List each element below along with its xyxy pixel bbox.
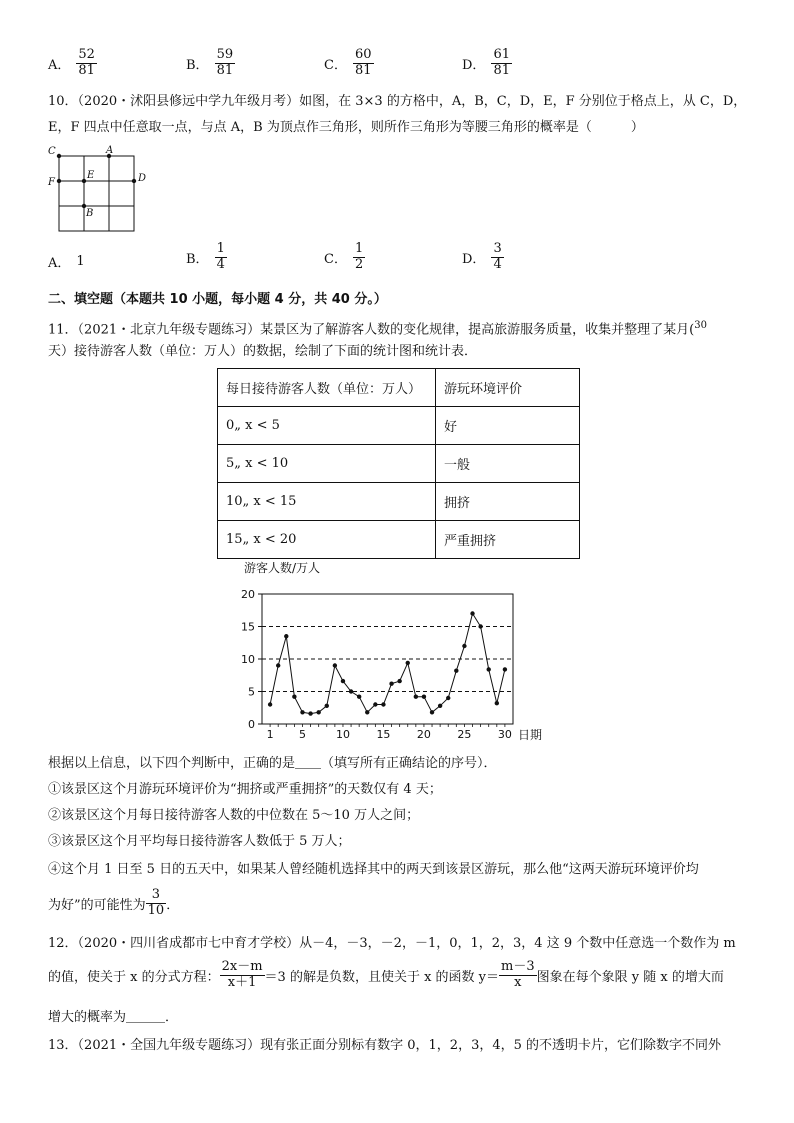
data-point xyxy=(349,689,353,693)
q11-text-line2: 天）接待游客人数（单位：万人）的数据，绘制了下面的统计图和统计表． xyxy=(48,344,478,359)
fraction: $\frac{1}{2}$ xyxy=(354,241,364,272)
data-point xyxy=(357,695,361,699)
q10-option-a: A． 1 xyxy=(48,254,85,271)
data-point xyxy=(308,711,312,715)
point-c xyxy=(57,154,61,158)
q10-option-d: D． $\frac{3}{4}$ xyxy=(462,241,502,272)
table-cell: 10„ x < 15 xyxy=(218,483,436,521)
x-tick-label: 10 xyxy=(335,728,350,741)
fraction: $\frac{m-3}{x}$ xyxy=(501,959,535,990)
point-d xyxy=(132,179,136,183)
y-tick-label: 15 xyxy=(241,620,255,634)
data-point xyxy=(462,644,466,648)
label-f: F xyxy=(48,177,55,188)
table-cell: 5„ x < 10 xyxy=(218,445,436,483)
fraction: $\frac{60}{81}$ xyxy=(354,47,372,78)
data-point xyxy=(503,667,507,671)
table-header-row xyxy=(218,369,580,407)
table-row xyxy=(218,483,580,521)
point-e xyxy=(82,179,86,183)
data-point xyxy=(373,702,377,706)
table-cell: 一般 xyxy=(436,445,580,483)
data-point xyxy=(325,704,329,708)
x-tick-label: 15 xyxy=(376,728,391,741)
data-point xyxy=(381,702,385,706)
fraction: $\frac{52}{81}$ xyxy=(78,47,95,78)
q10-option-c: C． $\frac{1}{2}$ xyxy=(324,241,364,272)
data-point xyxy=(341,679,345,683)
data-point xyxy=(422,695,426,699)
evaluation-table xyxy=(217,368,580,559)
q10-text-line2: E，F 四点中任意取一点，与点 A，B 为顶点作三角形，则所作三角形为等腰三角形的概率是（ ） xyxy=(48,120,644,135)
fraction: $\frac{3}{10}$ xyxy=(147,887,165,918)
section-2-title: 二、填空题（本题共 10 小题，每小题 4 分，共 40 分。） xyxy=(48,292,387,307)
q12-text-line1: 12．（2020・四川省成都市七中育才学校）从－4，－3，－2，－1，0，1，2，3，4 这 9 个数中任意选一个数作为 m xyxy=(48,936,736,951)
table-row xyxy=(218,407,580,445)
data-point xyxy=(454,669,458,673)
label-e: E xyxy=(87,170,95,181)
table-cell: 15„ x < 20 xyxy=(218,521,436,559)
grid-outline xyxy=(59,156,134,231)
data-point xyxy=(268,702,272,706)
q9-option-c: C． $\frac{60}{81}$ xyxy=(324,47,372,78)
data-point xyxy=(446,696,450,700)
table-cell: 好 xyxy=(436,407,580,445)
table-header-cell: 每日接待游客人数（单位：万人） xyxy=(218,369,436,407)
q10-grid-figure xyxy=(44,142,150,236)
fraction: $\frac{1}{4}$ xyxy=(216,241,225,272)
table-header-cell: 游玩环境评价 xyxy=(436,369,580,407)
visitor-line-chart xyxy=(230,560,560,745)
x-axis-label: 日期 xyxy=(518,728,543,742)
data-point xyxy=(397,679,401,683)
x-tick-label: 30 xyxy=(497,728,512,741)
data-point xyxy=(389,682,393,686)
data-point xyxy=(300,710,304,714)
q13-text-line1: 13．（2021・全国九年级专题练习）现有张正面分别标有数字 0，1，2，3，4，5 的不透明卡片，它们除数字不同外 xyxy=(48,1038,722,1053)
q11-question-line: 根据以上信息，以下四个判断中，正确的是＿＿（填写所有正确结论的序号）． xyxy=(48,756,497,771)
q10-text-line1: 10．（2020・沭阳县修远中学九年级月考）如图，在 3×3 的方格中，A，B，C，D，E，F 分别位于格点上，从 C，D， xyxy=(48,94,747,109)
data-point xyxy=(430,710,434,714)
table-row xyxy=(218,445,580,483)
series-line xyxy=(270,614,505,714)
table-cell: 拥挤 xyxy=(436,483,580,521)
label-d: D xyxy=(138,173,147,184)
q11-statement-4: ④这个月 1 日至 5 日的五天中，如果某人曾经随机选择其中的两天到该景区游玩，那么他“这两天游玩环境评价均 xyxy=(48,862,699,877)
q9-option-b: B． $\frac{59}{81}$ xyxy=(186,47,234,78)
data-point xyxy=(276,663,280,667)
data-point xyxy=(284,634,288,638)
y-tick-label: 20 xyxy=(241,588,255,601)
y-tick-label: 5 xyxy=(248,685,255,699)
x-tick-label: 20 xyxy=(416,728,431,741)
q12-text-line3: 增大的概率为＿＿＿． xyxy=(48,1010,179,1025)
data-point xyxy=(414,695,418,699)
y-tick-label: 0 xyxy=(248,718,255,731)
q11-statement-4-cont: 为好”的可能性为 $\frac{3}{10}$ ． xyxy=(48,887,180,918)
q10-option-b: B． $\frac{1}{4}$ xyxy=(186,241,225,272)
q12-text-line2: 的值，使关于 x 的分式方程： $\frac{2x-m}{x+1}$ ＝3 的解是负数，且使关于 x 的函数 y＝ $\frac{m-3}{x}$ 图象在每个象限 y 随 x 的增大而 xyxy=(48,959,724,990)
data-point xyxy=(487,667,491,671)
q11-statement-1: ①该景区这个月游玩环境评价为“拥挤或严重拥挤”的天数仅有 4 天； xyxy=(48,782,442,797)
q9-option-d: D． $\frac{61}{81}$ xyxy=(462,47,510,78)
data-point xyxy=(495,701,499,705)
x-tick-label: 5 xyxy=(298,728,306,741)
label-b: B xyxy=(86,208,94,219)
label-c: C xyxy=(48,146,56,157)
data-point xyxy=(292,695,296,699)
x-tick-label: 25 xyxy=(457,728,472,741)
fraction: $\frac{3}{4}$ xyxy=(493,241,502,272)
q11-statement-3: ③该景区这个月平均每日接待游客人数低于 5 万人； xyxy=(48,834,351,849)
data-point xyxy=(478,624,482,628)
data-point xyxy=(333,663,337,667)
table-cell: 0„ x < 5 xyxy=(218,407,436,445)
q11-statement-2: ②该景区这个月每日接待游客人数的中位数在 5～10 万人之间； xyxy=(48,808,420,823)
q9-option-a: A． $\frac{52}{81}$ xyxy=(48,47,95,78)
x-tick-label: 1 xyxy=(266,728,274,741)
y-axis-label: 游客人数/万人 xyxy=(244,561,321,575)
table-cell: 严重拥挤 xyxy=(436,521,580,559)
data-point xyxy=(438,704,442,708)
point-f xyxy=(57,179,61,183)
y-tick-label: 10 xyxy=(241,653,255,666)
fraction: $\frac{61}{81}$ xyxy=(493,47,510,78)
data-point xyxy=(365,710,369,714)
q11-text-line1: 11．（2021・北京九年级专题练习）某景区为了解游客人数的变化规律，提高旅游服务质量，收集并整理了某月($^{30}$ xyxy=(48,320,707,338)
data-point xyxy=(470,611,474,615)
data-point xyxy=(316,710,320,714)
fraction: $\frac{59}{81}$ xyxy=(216,47,234,78)
data-point xyxy=(406,661,410,665)
label-a: A xyxy=(106,145,114,156)
fraction: $\frac{2x-m}{x+1}$ xyxy=(221,959,263,990)
table-row xyxy=(218,521,580,559)
